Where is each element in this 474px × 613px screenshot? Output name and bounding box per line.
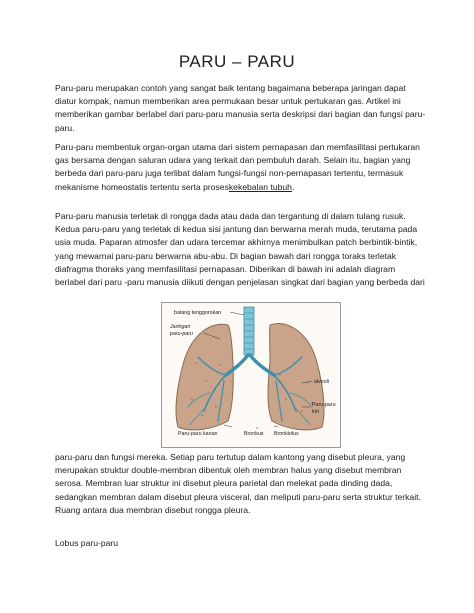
label-left-lung: Paru-paru xyxy=(312,402,336,408)
label-trachea: batang tenggorokan xyxy=(174,310,222,316)
paragraph-pleura: paru-paru dan fungsi mereka. Setiap paru tertutup dalam kantong yang disebut pleura, yang merupakan struktur double-membran dibentuk oleh membran halus yang disebut membran serosa. Membran luar struktur ini disebut pleura parietal dan melekat pada dinding dada, sedangkan membran dalam disebut pleura visceral, dan meliputi paru-paru serta struktur terkait. Ruang antara dua membran disebut rongga pleura. xyxy=(55,452,421,515)
label-lung-tissue-2: paru-paru xyxy=(170,331,193,337)
paragraph-function xyxy=(55,141,427,194)
trachea-shape xyxy=(244,307,254,355)
label-left-lung-2: kiri xyxy=(312,409,319,415)
page-title: PARU – PARU xyxy=(178,52,296,71)
paragraph-function-end: . xyxy=(291,181,295,192)
paragraph-function-text: Paru-paru membentuk organ-organ utama dari sistem pernapasan dan memfasilitasi pertukaran gas bersama dengan saluran udara yang terkait dan pembuluh darah. Selain itu, bagian yang berbeda dari paru-paru juga terlibat dalam fungsi-fungsi non-pernapasan tertentu, termasuk mekanisme homeostatis tertentu serta proses xyxy=(55,142,420,192)
paragraph-location: Paru-paru manusia terletak di rongga dada atau dada dan tergantung di dalam tulang rusuk. Kedua paru-paru yang terletak di kedua sisi jantung dan berwarna merah muda, terutama pada usia muda. Paparan atmosfer dan udara tercemar akhirnya menimbulkan patch berbintik-bintik, yang mewarnai paru-paru berwarna abu-abu. Di bagian bawah dari rongga toraks terletak diafragma thoraks yang memfasilitasi pernapasan. Diberikan di bawah ini adalah diagram berlabel dari paru -paru manusia diikuti dengan penjelasan singkat dari bagian yang berbeda dari xyxy=(55,211,425,288)
label-lung-tissue: Jaringan xyxy=(170,324,191,330)
label-alveoli: alveoli xyxy=(314,379,330,385)
label-bronchus: Bronkus xyxy=(244,431,264,437)
label-bronchioles: Bronkiolus xyxy=(274,431,299,437)
lung-diagram xyxy=(161,302,341,448)
label-right-lung: Paru-paru kanan xyxy=(178,431,218,437)
paragraph-intro: Paru-paru merupakan contoh yang sangat baik tentang bagaimana beberapa jaringan dapat diatur kompak, namun memberikan area permukaan besar untuk pertukaran gas. Artikel ini memberikan gambar berlabel dari paru-paru manusia serta deskripsi dari bagian dan fungsi paru-paru. xyxy=(55,83,426,133)
lung-illustration xyxy=(162,303,340,447)
subheading-lobes: Lobus paru-paru xyxy=(55,538,119,548)
immune-link[interactable]: kekebalan tubuh xyxy=(228,181,292,192)
